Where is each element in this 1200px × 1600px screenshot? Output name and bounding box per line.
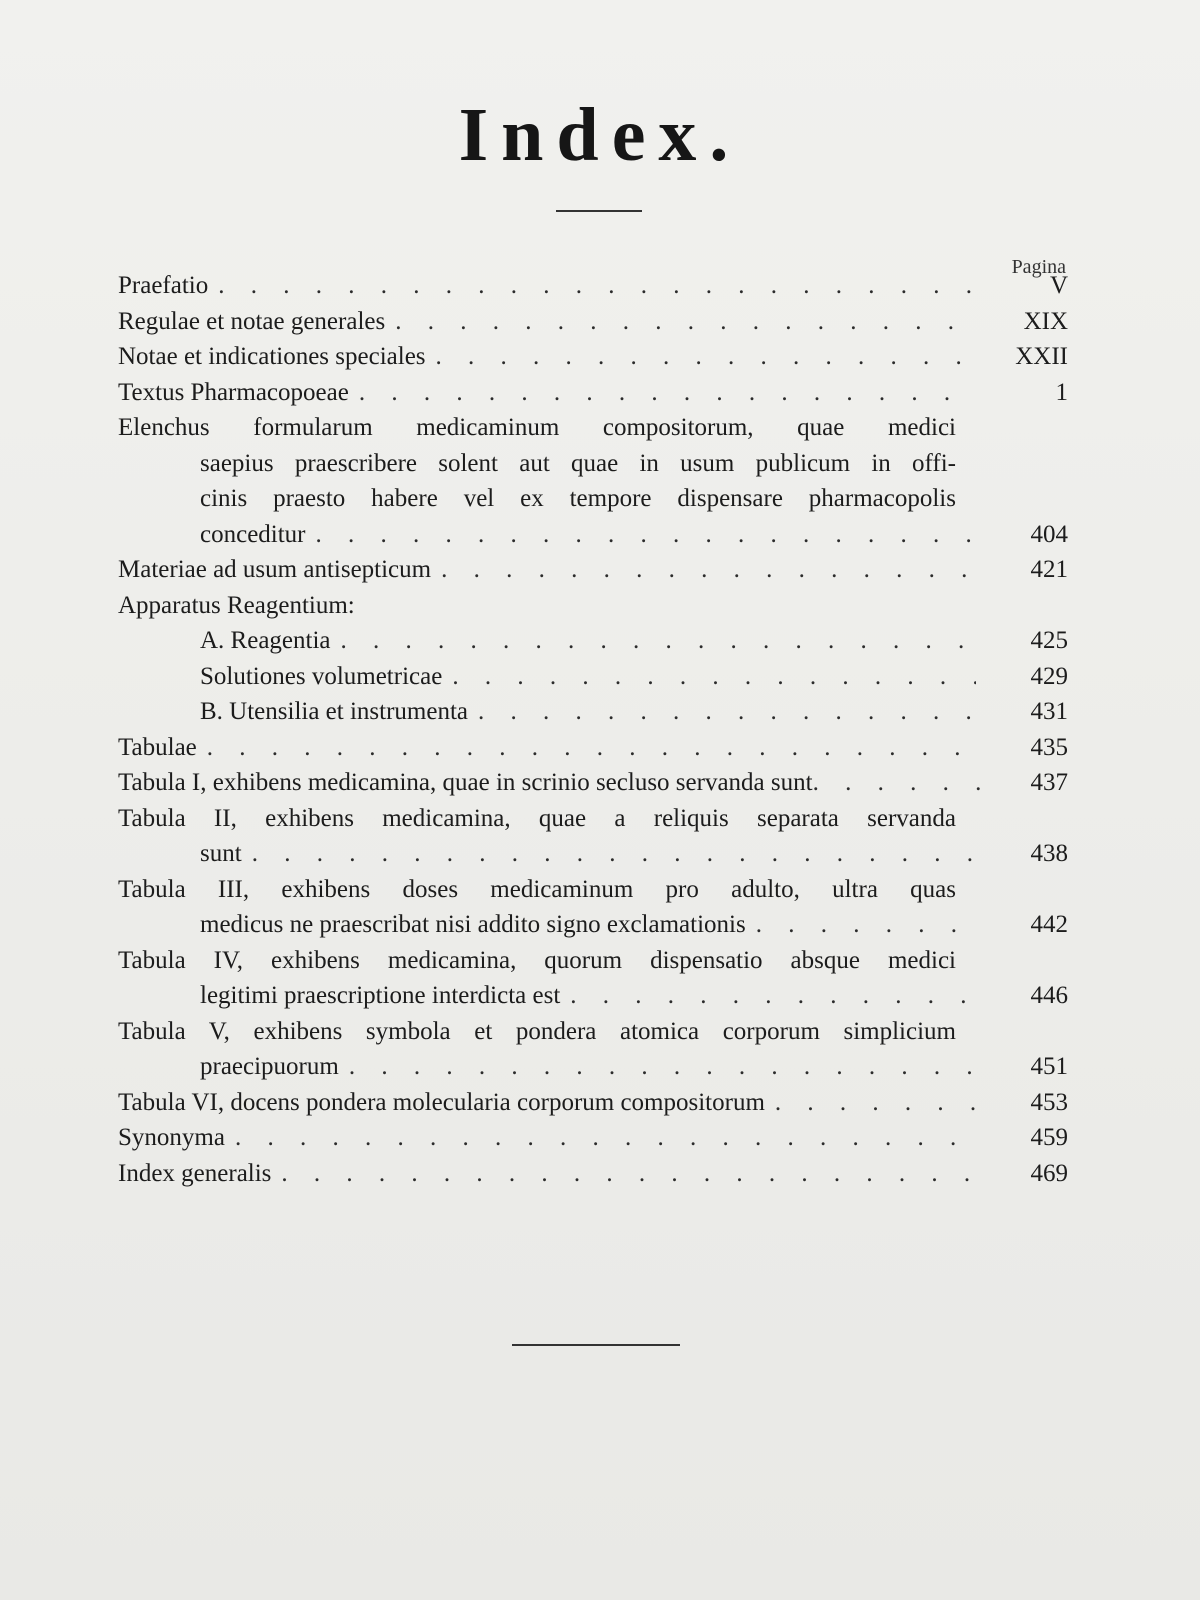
dot-leader: [478, 694, 976, 730]
dot-leader: [452, 659, 976, 695]
toc-entry-page: 404: [1030, 520, 1068, 548]
toc-entry-page: 446: [1030, 982, 1068, 1009]
toc-entry-page: 431: [1030, 698, 1068, 725]
toc-entry-label: Tabula III, exhibens doses medicaminum pro adulto, ultra quas: [118, 875, 956, 903]
toc-entry-label: Tabula I, exhibens medicamina, quae in scrinio secluso servanda sunt: [118, 769, 813, 796]
dot-leader: [235, 1120, 976, 1156]
toc-entry-page: 425: [1030, 627, 1068, 654]
dot-leader: [316, 517, 976, 553]
toc-entry-label: conceditur: [200, 520, 306, 548]
toc-entry-label: Apparatus Reagentium:: [118, 591, 355, 619]
page-title: Index.: [458, 93, 742, 177]
toc-entry-label: Tabula V, exhibens symbola et pondera atomica corporum simplicium: [118, 1017, 956, 1045]
toc-entry-page: XIX: [1023, 307, 1068, 335]
toc-entry-notae: [118, 339, 1068, 375]
toc-entry-solutiones: [118, 659, 1068, 695]
toc-entry-page: V: [1049, 272, 1068, 299]
toc-entry-label: Regulae et notae generales: [118, 307, 386, 335]
toc-entry-label: cinis praesto habere vel ex tempore dispensare pharmacopolis: [200, 485, 956, 512]
toc-entry-label: Materiae ad usum antisepticum: [118, 556, 432, 583]
page-column-header: Pagina: [1011, 256, 1066, 278]
toc-entry-tabula-4: [118, 943, 1068, 1014]
toc-entry-page: XXII: [1015, 343, 1068, 370]
toc-entry-textus: [118, 375, 1068, 411]
toc-entry-tabulae: [118, 730, 1068, 766]
dot-leader: [207, 730, 976, 766]
toc-entry-index-generalis: [118, 1156, 1068, 1192]
toc-entry-tabula-5: [118, 1014, 1068, 1085]
toc-entry-page: 429: [1030, 662, 1068, 690]
dot-leader: [775, 1085, 976, 1121]
dot-leader: [395, 304, 976, 340]
dot-leader: [813, 765, 982, 801]
toc-entry-page: 453: [1030, 1088, 1068, 1116]
toc-entry-tabula-6: [118, 1085, 1068, 1121]
dot-leader: [252, 836, 976, 872]
toc-entry-label: medicus ne praescribat nisi addito signo exclamationis: [200, 911, 746, 938]
toc-entry-praefatio: [118, 268, 1068, 304]
dot-leader: [281, 1156, 976, 1192]
toc-entry-label: Textus Pharmacopoeae: [118, 378, 349, 406]
toc-entry-synonyma: [118, 1120, 1068, 1156]
toc-entry-label: A. Reagentia: [200, 627, 331, 654]
toc-entry-page: 435: [1030, 733, 1068, 761]
toc-entry-page: 469: [1030, 1159, 1068, 1187]
toc-entry-label: praecipuorum: [200, 1053, 339, 1080]
dot-leader: [349, 1049, 976, 1085]
dot-leader: [341, 623, 976, 659]
toc-entry-materiae: [118, 552, 1068, 588]
toc-entry-tabula-3: [118, 872, 1068, 943]
dot-leader: [756, 907, 976, 943]
toc-entry-label: Tabula IV, exhibens medicamina, quorum dispensatio absque medici: [118, 946, 956, 974]
toc-entry-label: Elenchus formularum medicaminum compositorum, quae medici: [118, 414, 956, 441]
toc-entry-page: 437: [1030, 769, 1068, 796]
toc-entry-label: Tabula II, exhibens medicamina, quae a reliquis separata servanda: [118, 804, 956, 832]
toc-entry-label: Tabulae: [118, 733, 197, 761]
toc-entry-utensilia: [118, 694, 1068, 730]
dot-leader: [218, 268, 976, 304]
dot-leader: [441, 552, 976, 588]
toc-entry-label: legitimi praescriptione interdicta est: [200, 982, 561, 1009]
toc-entry-label: Solutiones volumetricae: [200, 662, 443, 690]
toc-entry-tabula-1: [118, 765, 1068, 801]
toc-entry-label: Tabula VI, docens pondera molecularia corporum compositorum: [118, 1088, 765, 1116]
toc-entry-label: sunt: [200, 840, 242, 867]
toc-entry-page: 442: [1030, 911, 1068, 938]
toc-entry-label: saepius praescribere solent aut quae in usum publicum in offi-: [200, 449, 956, 477]
toc-entry-regulae: [118, 304, 1068, 340]
dot-leader: [570, 978, 976, 1014]
toc-entry-page: 1: [1055, 378, 1068, 406]
toc-entry-apparatus: [118, 588, 1068, 624]
toc-entry-label: Index generalis: [118, 1159, 272, 1187]
title-rule: [556, 210, 642, 212]
dot-leader: [359, 375, 976, 411]
toc-entry-label: Synonyma: [118, 1124, 225, 1151]
toc-entry-tabula-2: [118, 801, 1068, 872]
toc-entry-label: Notae et indicationes speciales: [118, 343, 426, 370]
toc-entry-elenchus: [118, 410, 1068, 552]
toc-entry-page: 438: [1030, 840, 1068, 867]
toc-entry-page: 459: [1030, 1124, 1068, 1151]
end-rule: [512, 1344, 680, 1346]
toc-entry-label: B. Utensilia et instrumenta: [200, 698, 469, 725]
toc-entry-label: Praefatio: [118, 272, 209, 299]
toc-entry-page: 421: [1030, 556, 1068, 583]
table-of-contents: [118, 268, 1068, 1191]
dot-leader: [436, 339, 976, 375]
toc-entry-reagentia: [118, 623, 1068, 659]
toc-entry-page: 451: [1030, 1053, 1068, 1080]
